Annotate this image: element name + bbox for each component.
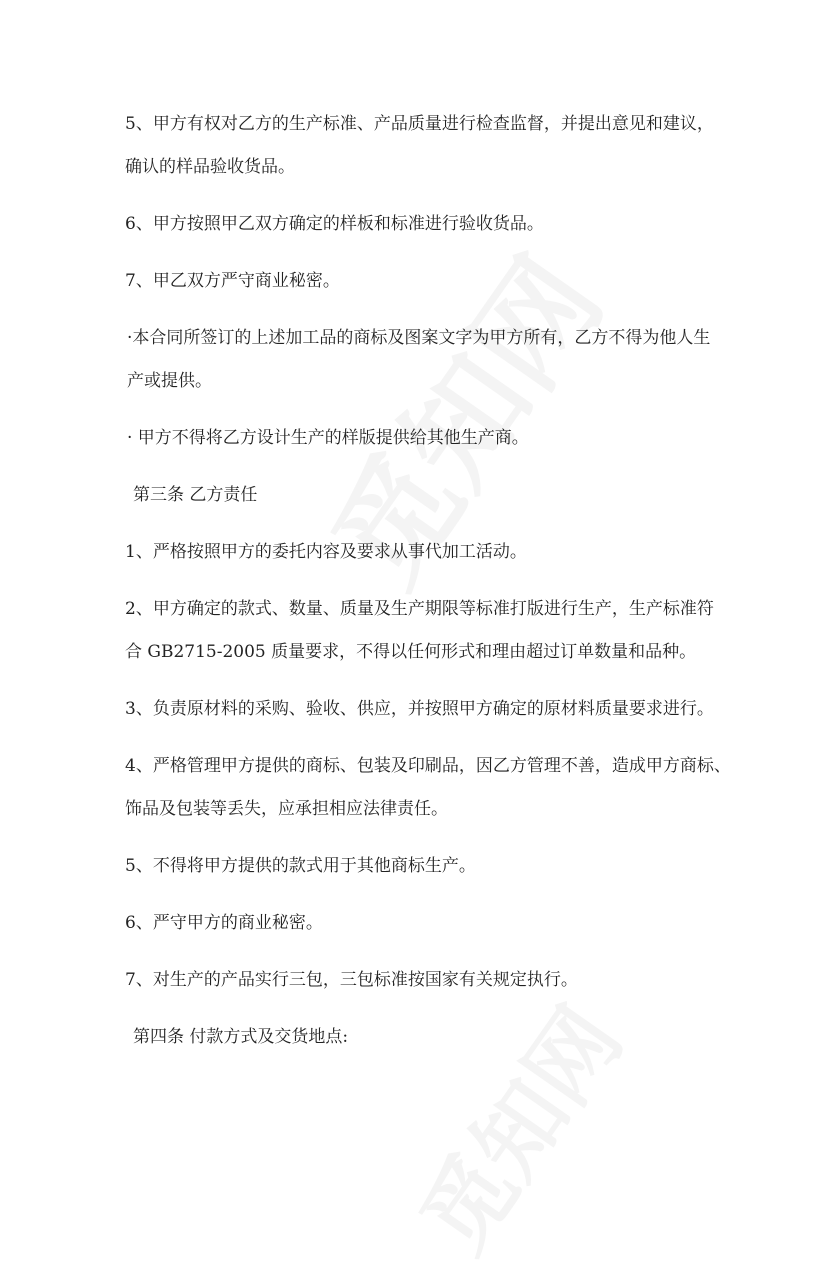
list-item <box>125 745 731 831</box>
list-item <box>125 203 725 246</box>
text-line: 1、严格按照甲方的委托内容及要求从事代加工活动。 <box>125 542 527 562</box>
text-line: 7、对生产的产品实行三包，三包标准按国家有关规定执行。 <box>125 970 578 990</box>
list-item <box>125 260 725 303</box>
text-line: 第三条 乙方责任 <box>133 485 258 505</box>
text-line: ·本合同所签订的上述加工品的商标及图案文字为甲方所有，乙方不得为他人生 <box>127 328 711 348</box>
text-line: 6、甲方按照甲乙双方确定的样板和标准进行验收货品。 <box>125 214 544 234</box>
text-line: 第四条 付款方式及交货地点: <box>133 1027 349 1047</box>
text-line: 确认的样品验收货品。 <box>125 157 295 177</box>
bullet-paragraph <box>125 417 725 460</box>
list-item <box>125 588 725 674</box>
list-item <box>125 531 725 574</box>
list-item <box>125 959 725 1002</box>
list-item <box>125 845 725 888</box>
text-line: 饰品及包装等丢失，应承担相应法律责任。 <box>125 799 448 819</box>
bullet-paragraph <box>125 317 725 403</box>
text-line: 3、负责原材料的采购、验收、供应，并按照甲方确定的原材料质量要求进行。 <box>125 699 714 719</box>
text-line: 5、甲方有权对乙方的生产标准、产品质量进行检查监督，并提出意见和建议， <box>125 114 714 134</box>
text-line: 4、严格管理甲方提供的商标、包装及印刷品，因乙方管理不善，造成甲方商标、 <box>125 756 731 776</box>
text-line: 2、甲方确定的款式、数量、质量及生产期限等标准打版进行生产，生产标准符 <box>125 599 714 619</box>
section-heading <box>125 1016 725 1059</box>
document-page <box>125 103 731 1073</box>
text-line: · 甲方不得将乙方设计生产的样版提供给其他生产商。 <box>127 428 529 448</box>
text-line: 合 GB2715-2005 质量要求，不得以任何形式和理由超过订单数量和品种。 <box>125 642 697 662</box>
list-item <box>125 902 725 945</box>
text-line: 6、严守甲方的商业秘密。 <box>125 913 323 933</box>
list-item <box>125 688 725 731</box>
list-item <box>125 103 725 189</box>
text-line: 7、甲乙双方严守商业秘密。 <box>125 271 340 291</box>
section-heading <box>125 474 725 517</box>
text-line: 产或提供。 <box>127 371 212 391</box>
text-line: 5、不得将甲方提供的款式用于其他商标生产。 <box>125 856 476 876</box>
